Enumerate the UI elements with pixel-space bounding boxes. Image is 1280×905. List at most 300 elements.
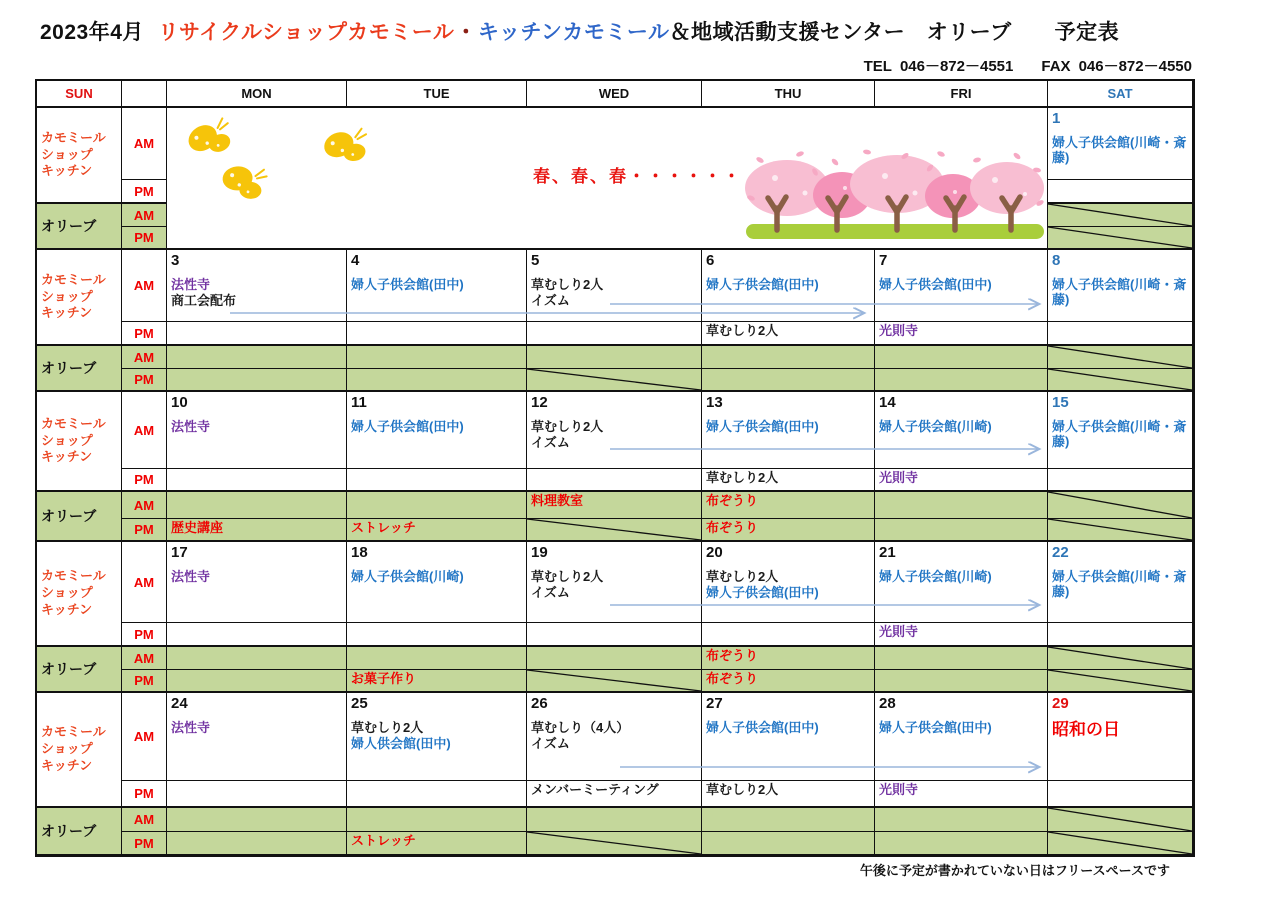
day-17-pm-cell — [167, 623, 347, 647]
day-1-am-cell — [1048, 108, 1193, 180]
day-number: 19 — [531, 544, 548, 561]
day-12-olive-pm-cell — [527, 519, 702, 542]
event-list — [875, 832, 1047, 833]
event-list — [1048, 322, 1192, 323]
event-list — [702, 568, 874, 601]
day-8-pm-cell — [1048, 322, 1193, 346]
group-label-olive: オリーブ — [37, 346, 122, 392]
event-text: 婦人子供会館(田中) — [351, 418, 464, 434]
event-list — [702, 519, 874, 536]
event-list — [527, 568, 701, 601]
event-list — [347, 276, 526, 293]
day-19-am-cell — [527, 542, 702, 623]
event-list — [702, 808, 874, 809]
olive-pm-label: PM — [122, 670, 167, 693]
day-26-am-cell — [527, 693, 702, 781]
event-list — [527, 492, 701, 509]
event-list — [347, 519, 526, 536]
day-15-pm-cell — [1048, 469, 1193, 492]
day-13-pm-cell — [702, 469, 875, 492]
day-7-olive-pm-cell — [875, 369, 1048, 392]
day-number: 3 — [171, 252, 180, 269]
pm-label: PM — [122, 781, 167, 808]
event-list — [347, 832, 526, 849]
day-14-olive-pm-cell — [875, 519, 1048, 542]
event-list — [347, 808, 526, 809]
event-text: イズム — [531, 293, 570, 309]
event-list — [702, 670, 874, 687]
event-text: お菓子作り — [351, 671, 417, 686]
day-3-olive-am-cell — [167, 346, 347, 369]
event-list — [347, 469, 526, 470]
group-label-chamomile — [37, 108, 122, 204]
day-10-pm-cell — [167, 469, 347, 492]
day-6-am-cell — [702, 250, 875, 322]
day-15-olive-pm-cell — [1048, 519, 1193, 542]
day-6-pm-cell — [702, 322, 875, 346]
group-label-olive: オリーブ — [37, 492, 122, 542]
day-25-pm-cell — [347, 781, 527, 808]
day-number: 24 — [171, 695, 188, 712]
event-text: 布ぞうり — [706, 648, 759, 663]
day-number: 4 — [351, 252, 360, 269]
event-text: イズム — [531, 585, 570, 601]
group-label-line: ショップ — [41, 146, 93, 162]
day-29-olive-pm-cell — [1048, 832, 1193, 855]
event-text: 草むしり2人 — [706, 782, 779, 797]
event-list — [347, 322, 526, 323]
event-text: 婦人子供会館(川崎) — [879, 568, 992, 584]
day-number: 15 — [1052, 394, 1069, 411]
day-14-pm-cell — [875, 469, 1048, 492]
event-list — [167, 469, 346, 470]
event-text: 料理教室 — [531, 493, 584, 508]
butterfly-icon — [217, 158, 273, 206]
day-26-pm-cell — [527, 781, 702, 808]
event-text: 婦人子供会館(川崎・斎藤) — [1052, 276, 1187, 308]
event-list — [167, 670, 346, 671]
event-list — [167, 781, 346, 782]
olive-am-label: AM — [122, 647, 167, 670]
event-list — [347, 369, 526, 370]
day-4-pm-cell — [347, 322, 527, 346]
group-label-line: カモミール — [41, 568, 106, 584]
day-22-am-cell — [1048, 542, 1193, 623]
event-list — [527, 647, 701, 648]
day-3-olive-pm-cell — [167, 369, 347, 392]
day-8-olive-pm-cell — [1048, 369, 1193, 392]
event-text: 草むしり2人 — [531, 276, 604, 292]
day-number: 8 — [1052, 252, 1061, 269]
diagonal-strike-line — [1048, 519, 1192, 540]
fax-number: 046－872－4550 — [1078, 58, 1192, 75]
day-15-olive-am-cell — [1048, 492, 1193, 519]
event-list — [347, 346, 526, 347]
event-list — [1048, 623, 1192, 624]
day-10-olive-am-cell — [167, 492, 347, 519]
event-list — [702, 781, 874, 798]
diagonal-strike-line — [1048, 369, 1192, 390]
day-18-am-cell — [347, 542, 527, 623]
event-list — [702, 469, 874, 486]
group-label-line: キッチン — [41, 449, 93, 465]
event-text: 法性寺 — [171, 276, 211, 292]
header-day-FRI: FRI — [875, 81, 1048, 108]
event-text: 法性寺 — [171, 568, 211, 584]
event-list — [167, 322, 346, 323]
day-11-olive-pm-cell — [347, 519, 527, 542]
title-date: 2023年4月 — [40, 21, 144, 44]
event-text: 法性寺 — [171, 418, 211, 434]
event-list — [347, 670, 526, 687]
event-text: 婦人子供会館(田中) — [706, 276, 819, 292]
event-list — [167, 276, 346, 309]
day-number: 17 — [171, 544, 188, 561]
diagonal-strike-line — [527, 832, 701, 854]
event-text: 婦人子供会館(川崎) — [351, 568, 464, 584]
event-text: 草むしり2人 — [351, 719, 424, 735]
event-list — [167, 647, 346, 648]
event-list — [167, 492, 346, 493]
day-11-pm-cell — [347, 469, 527, 492]
pm-label: PM — [122, 322, 167, 346]
day-13-olive-am-cell — [702, 492, 875, 519]
day-8-olive-am-cell — [1048, 346, 1193, 369]
event-list — [1048, 568, 1192, 600]
diagonal-strike-line — [1048, 346, 1192, 368]
group-label-chamomile — [37, 392, 122, 492]
day-number: 1 — [1052, 110, 1061, 127]
diagonal-strike-line — [1048, 808, 1192, 831]
day-22-olive-pm-cell — [1048, 670, 1193, 693]
am-label: AM — [122, 108, 167, 180]
day-25-olive-pm-cell — [347, 832, 527, 855]
header-day-SAT: SAT — [1048, 81, 1193, 108]
event-list — [1048, 469, 1192, 470]
event-list — [527, 719, 701, 752]
event-text: 婦人供会館(田中) — [351, 736, 451, 752]
event-text: 商工会配布 — [171, 293, 237, 309]
am-label: AM — [122, 392, 167, 469]
title-rest: ＆地域活動支援センター オリーブ 予定表 — [669, 21, 1120, 44]
day-number: 10 — [171, 394, 188, 411]
day-number: 28 — [879, 695, 896, 712]
olive-pm-label: PM — [122, 519, 167, 542]
diagonal-strike-line — [1048, 832, 1192, 854]
event-list — [1048, 276, 1192, 308]
day-22-pm-cell — [1048, 623, 1193, 647]
day-20-pm-cell — [702, 623, 875, 647]
day-5-pm-cell — [527, 322, 702, 346]
day-number: 12 — [531, 394, 548, 411]
day-number: 7 — [879, 252, 888, 269]
event-list — [875, 418, 1047, 435]
day-number: 5 — [531, 252, 540, 269]
event-text: 光則寺 — [879, 323, 919, 338]
olive-pm-label: PM — [122, 832, 167, 855]
event-text: 婦人子供会館(川崎・斎藤) — [1052, 134, 1187, 166]
day-number: 13 — [706, 394, 723, 411]
day-10-olive-pm-cell — [167, 519, 347, 542]
event-list — [702, 276, 874, 293]
day-21-olive-am-cell — [875, 647, 1048, 670]
group-label-olive: オリーブ — [37, 808, 122, 855]
diagonal-strike-line — [1048, 204, 1192, 226]
sakura-trees-icon — [745, 148, 1045, 245]
day-17-olive-pm-cell — [167, 670, 347, 693]
day-4-am-cell — [347, 250, 527, 322]
day-19-olive-pm-cell — [527, 670, 702, 693]
spring-decoration-cell — [167, 108, 1048, 250]
day-1-olive-am-cell — [1048, 204, 1193, 227]
pm-label: PM — [122, 469, 167, 492]
day-6-olive-pm-cell — [702, 369, 875, 392]
day-19-olive-am-cell — [527, 647, 702, 670]
event-list — [1048, 719, 1192, 740]
event-text: 草むしり2人 — [706, 470, 779, 485]
day-number: 18 — [351, 544, 368, 561]
day-number: 20 — [706, 544, 723, 561]
event-list — [875, 808, 1047, 809]
event-list — [347, 719, 526, 752]
title-shop-name: リサイクルショップカモミール — [157, 21, 455, 44]
day-20-olive-am-cell — [702, 647, 875, 670]
olive-am-label: AM — [122, 492, 167, 519]
day-7-pm-cell — [875, 322, 1048, 346]
day-18-olive-pm-cell — [347, 670, 527, 693]
event-text: 歴史講座 — [171, 520, 224, 535]
day-27-olive-am-cell — [702, 808, 875, 832]
day-14-olive-am-cell — [875, 492, 1048, 519]
event-list — [347, 781, 526, 782]
event-list — [702, 322, 874, 339]
event-list — [167, 832, 346, 833]
day-25-olive-am-cell — [347, 808, 527, 832]
tel-label: TEL — [863, 58, 892, 75]
event-list — [167, 369, 346, 370]
event-text: 布ぞうり — [706, 671, 759, 686]
event-list — [875, 519, 1047, 520]
day-11-olive-am-cell — [347, 492, 527, 519]
event-list — [875, 492, 1047, 493]
day-27-olive-pm-cell — [702, 832, 875, 855]
group-label-line: ショップ — [41, 432, 93, 448]
event-list — [875, 568, 1047, 585]
event-text: 草むしり2人 — [531, 568, 604, 584]
group-label-chamomile — [37, 693, 122, 808]
group-label-line: キッチン — [41, 305, 93, 321]
day-1-olive-pm-cell — [1048, 227, 1193, 250]
olive-pm-label: PM — [122, 227, 167, 250]
day-5-olive-am-cell — [527, 346, 702, 369]
day-4-olive-am-cell — [347, 346, 527, 369]
day-7-olive-am-cell — [875, 346, 1048, 369]
event-list — [702, 832, 874, 833]
event-text: 布ぞうり — [706, 493, 759, 508]
event-text: 婦人子供会館(田中) — [706, 418, 819, 434]
day-12-olive-am-cell — [527, 492, 702, 519]
event-list — [347, 623, 526, 624]
day-1-pm-cell — [1048, 180, 1193, 204]
event-list — [702, 492, 874, 509]
diagonal-strike-line — [1048, 670, 1192, 691]
event-text: 婦人子供会館(田中) — [706, 719, 819, 735]
event-text: 婦人子供会館(田中) — [706, 585, 819, 601]
event-list — [875, 322, 1047, 339]
event-list — [1048, 180, 1192, 181]
event-list — [875, 346, 1047, 347]
header-day-TUE: TUE — [347, 81, 527, 108]
day-21-pm-cell — [875, 623, 1048, 647]
event-list — [875, 623, 1047, 640]
event-text: 法性寺 — [171, 719, 211, 735]
event-text: ストレッチ — [351, 520, 416, 535]
tel-number: 046－872－4551 — [899, 58, 1014, 75]
day-26-olive-am-cell — [527, 808, 702, 832]
event-list — [1048, 781, 1192, 782]
group-label-line: カモミール — [41, 129, 106, 145]
day-28-olive-am-cell — [875, 808, 1048, 832]
event-list — [167, 346, 346, 347]
day-11-am-cell — [347, 392, 527, 469]
event-list — [167, 808, 346, 809]
butterfly-icon — [183, 114, 239, 162]
pm-label: PM — [122, 180, 167, 204]
day-3-am-cell — [167, 250, 347, 322]
header-day-MON: MON — [167, 81, 347, 108]
day-number: 14 — [879, 394, 896, 411]
diagonal-strike-line — [1048, 227, 1192, 248]
event-text: 婦人子供会館(川崎) — [879, 418, 992, 434]
day-number: 11 — [351, 394, 367, 411]
day-3-pm-cell — [167, 322, 347, 346]
am-label: AM — [122, 250, 167, 322]
event-text: 草むしり2人 — [531, 418, 604, 434]
event-text: 光則寺 — [879, 624, 919, 639]
event-list — [527, 469, 701, 470]
group-label-line: カモミール — [41, 271, 106, 287]
day-20-am-cell — [702, 542, 875, 623]
day-15-am-cell — [1048, 392, 1193, 469]
event-list — [527, 781, 701, 798]
event-list — [167, 418, 346, 435]
day-19-pm-cell — [527, 623, 702, 647]
event-list — [875, 369, 1047, 370]
day-4-olive-pm-cell — [347, 369, 527, 392]
event-text: 草むしり2人 — [706, 323, 779, 338]
group-label-line: ショップ — [41, 585, 93, 601]
day-24-am-cell — [167, 693, 347, 781]
event-list — [167, 568, 346, 585]
event-list — [702, 623, 874, 624]
footer-note: 午後に予定が書かれていない日はフリースペースです — [859, 863, 1170, 878]
day-21-olive-pm-cell — [875, 670, 1048, 693]
event-list — [875, 719, 1047, 736]
diagonal-strike-line — [527, 369, 701, 390]
day-24-olive-pm-cell — [167, 832, 347, 855]
event-list — [347, 647, 526, 648]
event-list — [527, 276, 701, 309]
day-12-pm-cell — [527, 469, 702, 492]
event-text: 婦人子供会館(田中) — [879, 719, 992, 735]
event-text: イズム — [531, 435, 570, 451]
day-26-olive-pm-cell — [527, 832, 702, 855]
am-label: AM — [122, 542, 167, 623]
day-22-olive-am-cell — [1048, 647, 1193, 670]
group-label-line: キッチン — [41, 163, 93, 179]
event-text: 布ぞうり — [706, 520, 759, 535]
event-text: イズム — [531, 736, 570, 752]
event-list — [347, 492, 526, 493]
day-6-olive-am-cell — [702, 346, 875, 369]
group-label-chamomile — [37, 250, 122, 346]
group-label-line: ショップ — [41, 741, 93, 757]
group-label-line: カモミール — [41, 415, 106, 431]
event-text: 光則寺 — [879, 782, 919, 797]
event-list — [875, 670, 1047, 671]
event-list — [527, 346, 701, 347]
event-text: 昭和の日 — [1052, 719, 1120, 739]
header-day-THU: THU — [702, 81, 875, 108]
fax-label: FAX — [1041, 58, 1071, 75]
event-list — [702, 719, 874, 736]
title-separator-dot: ・ — [455, 21, 477, 44]
day-18-olive-am-cell — [347, 647, 527, 670]
day-5-am-cell — [527, 250, 702, 322]
group-label-olive: オリーブ — [37, 204, 122, 250]
schedule-table — [35, 79, 1195, 857]
pm-label: PM — [122, 623, 167, 647]
olive-am-label: AM — [122, 204, 167, 227]
group-label-chamomile — [37, 542, 122, 647]
event-list — [875, 469, 1047, 486]
event-text: 婦人子供会館(川崎・斎藤) — [1052, 568, 1187, 600]
am-label: AM — [122, 693, 167, 781]
day-29-pm-cell — [1048, 781, 1193, 808]
group-label-line: キッチン — [41, 757, 93, 773]
event-list — [527, 623, 701, 624]
event-list — [347, 418, 526, 435]
day-number: 29 — [1052, 695, 1069, 712]
day-24-pm-cell — [167, 781, 347, 808]
header-day-SUN: SUN — [37, 81, 122, 108]
event-list — [527, 322, 701, 323]
calendar-grid — [35, 79, 1195, 857]
title-kitchen-name: キッチンカモミール — [477, 21, 670, 44]
diagonal-strike-line — [527, 670, 701, 691]
day-24-olive-am-cell — [167, 808, 347, 832]
day-13-am-cell — [702, 392, 875, 469]
day-29-olive-am-cell — [1048, 808, 1193, 832]
event-list — [1048, 418, 1192, 450]
event-text: 婦人子供会館(田中) — [879, 276, 992, 292]
day-7-am-cell — [875, 250, 1048, 322]
day-28-olive-pm-cell — [875, 832, 1048, 855]
day-14-am-cell — [875, 392, 1048, 469]
olive-am-label: AM — [122, 808, 167, 832]
diagonal-strike-line — [1048, 492, 1192, 518]
event-text: 草むしり（4人） — [531, 719, 630, 735]
event-list — [167, 623, 346, 624]
day-number: 25 — [351, 695, 368, 712]
olive-pm-label: PM — [122, 369, 167, 392]
event-list — [167, 719, 346, 736]
page-title — [40, 16, 1119, 46]
day-29-am-cell — [1048, 693, 1193, 781]
day-21-am-cell — [875, 542, 1048, 623]
event-text: 婦人子供会館(田中) — [351, 276, 464, 292]
header-day-blank — [122, 81, 167, 108]
